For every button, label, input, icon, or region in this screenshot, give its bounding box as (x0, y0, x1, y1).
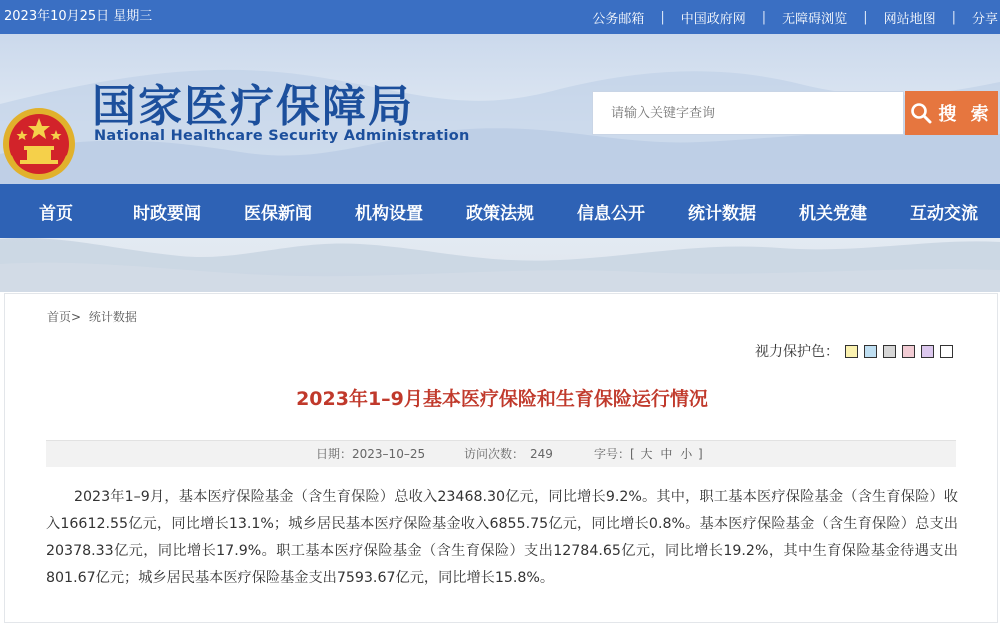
top-link-separator: | (761, 9, 767, 25)
color-swatch-pink[interactable] (902, 345, 915, 358)
article-title: 2023年1–9月基本医疗保险和生育保险运行情况 (296, 388, 708, 410)
nav-item-policy[interactable]: 政策法规 (466, 203, 534, 224)
nav-item-statistics[interactable]: 统计数据 (688, 203, 756, 224)
article-visits-value: 249 (530, 447, 553, 461)
font-size-label: 字号：[ (594, 447, 635, 461)
top-link-accessibility[interactable]: 无障碍浏览 (782, 11, 848, 27)
national-emblem-icon (0, 104, 78, 184)
article-date-value: 2023–10–25 (352, 447, 426, 461)
article-panel (4, 293, 998, 623)
search-input[interactable] (592, 91, 904, 135)
nav-item-interaction[interactable]: 互动交流 (910, 203, 978, 224)
breadcrumb-home[interactable]: 首页> (47, 310, 82, 324)
article-date (316, 441, 425, 467)
eye-protection-label: 视力保护色： (755, 344, 839, 360)
nav-item-organization[interactable]: 机构设置 (355, 203, 423, 224)
top-bar (0, 0, 1000, 34)
font-size-bracket-end: ] (698, 447, 703, 461)
color-swatch-gray[interactable] (883, 345, 896, 358)
font-size-large[interactable]: 大 (640, 447, 653, 461)
font-size-medium[interactable]: 中 (660, 447, 673, 461)
header-banner (0, 34, 1000, 292)
site-title-en: National Healthcare Security Administration (94, 128, 470, 144)
color-swatch-yellow[interactable] (845, 345, 858, 358)
color-swatch-blue[interactable] (864, 345, 877, 358)
article-meta (46, 440, 956, 467)
top-link-share[interactable]: 分享 (971, 11, 998, 27)
search-icon (910, 102, 932, 124)
current-date: 2023年10月25日 星期三 (4, 9, 153, 24)
breadcrumb-current[interactable]: 统计数据 (88, 310, 137, 324)
color-swatch-purple[interactable] (921, 345, 934, 358)
top-links (592, 0, 1000, 34)
top-link-sitemap[interactable]: 网站地图 (883, 11, 936, 27)
nav-item-party[interactable]: 机关党建 (799, 203, 867, 224)
article-visits (464, 441, 553, 467)
top-link-separator: | (660, 9, 665, 25)
font-size-small[interactable]: 小 (680, 447, 693, 461)
color-swatch-white[interactable] (940, 345, 953, 358)
nav-item-healthcare-news[interactable]: 医保新闻 (244, 203, 312, 224)
search-button[interactable] (905, 91, 998, 135)
nav-item-disclosure[interactable]: 信息公开 (577, 203, 645, 224)
top-link-mail[interactable]: 公务邮箱 (592, 11, 645, 27)
nav-item-home[interactable]: 首页 (39, 203, 73, 224)
article-visits-label: 访问次数： (464, 447, 525, 461)
breadcrumb (47, 308, 137, 325)
search-button-label: 搜 索 (938, 104, 993, 125)
font-size-control (594, 441, 703, 467)
article-body: 2023年1–9月，基本医疗保险基金（含生育保险）总收入23468.30亿元，同比增长9.2%。其中，职工基本医疗保险基金（含生育保险）收入16612.55亿元，同比增长13.1%；城乡居民基本医疗保险基金收入6855.75亿元，同比增长0.8%。基本医疗保险基金（含生育保险）总支出20378.33亿元，同比增长17.9%。职工基本医疗保险基金（含生育保险）支出12784.65亿元，同比增长19.2%，其中生育保险基金待遇支出801.67亿元；城乡居民基本医疗保险基金支出7593.67亿元，同比增长15.8%。 (46, 489, 958, 586)
main-nav (0, 184, 1000, 238)
nav-item-news[interactable]: 时政要闻 (133, 203, 201, 224)
site-title-cn: 国家医疗保障局 (92, 81, 414, 132)
top-link-gov[interactable]: 中国政府网 (680, 11, 746, 27)
article-date-label: 日期： (316, 447, 353, 461)
top-link-separator: | (863, 9, 868, 25)
eye-protection-color-picker (755, 341, 953, 361)
top-link-separator: | (951, 9, 956, 25)
